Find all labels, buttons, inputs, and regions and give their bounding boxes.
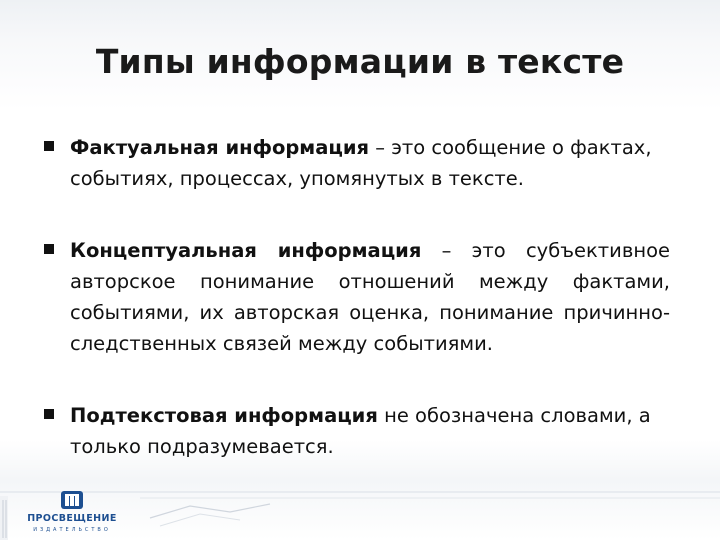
- bullet-item-factual: [44, 132, 670, 194]
- bullet-term: Фактуальная информация: [70, 136, 370, 159]
- publisher-emblem-icon: [60, 489, 84, 511]
- square-bullet-icon: [44, 141, 54, 151]
- bullet-text: – это сообщение о фактах, событиях, процессах, упомянутых в тексте.: [70, 136, 652, 190]
- bullet-term: Концептуальная информация: [70, 239, 422, 262]
- bullet-item-subtext: [44, 400, 670, 462]
- publisher-logo-text: ПРОСВЕЩЕНИЕ: [27, 513, 117, 524]
- bullet-term: Подтекстовая информация: [70, 404, 378, 427]
- slide-title: Типы информации в тексте: [95, 42, 625, 81]
- square-bullet-icon: [44, 409, 54, 419]
- bullet-item-conceptual: [44, 235, 670, 359]
- publisher-logo-subtext: ИЗДАТЕЛЬСТВО: [33, 527, 111, 533]
- bullet-list: [44, 132, 670, 462]
- footer: [0, 482, 720, 540]
- bullet-text: не обозначена словами, а только подразумевается.: [70, 404, 651, 458]
- bullet-text: – это субъективное авторское понимание отношений между фактами, событиями, их авторская оценка, понимание причинно-следственных связей между событиями.: [70, 239, 670, 355]
- square-bullet-icon: [44, 244, 54, 254]
